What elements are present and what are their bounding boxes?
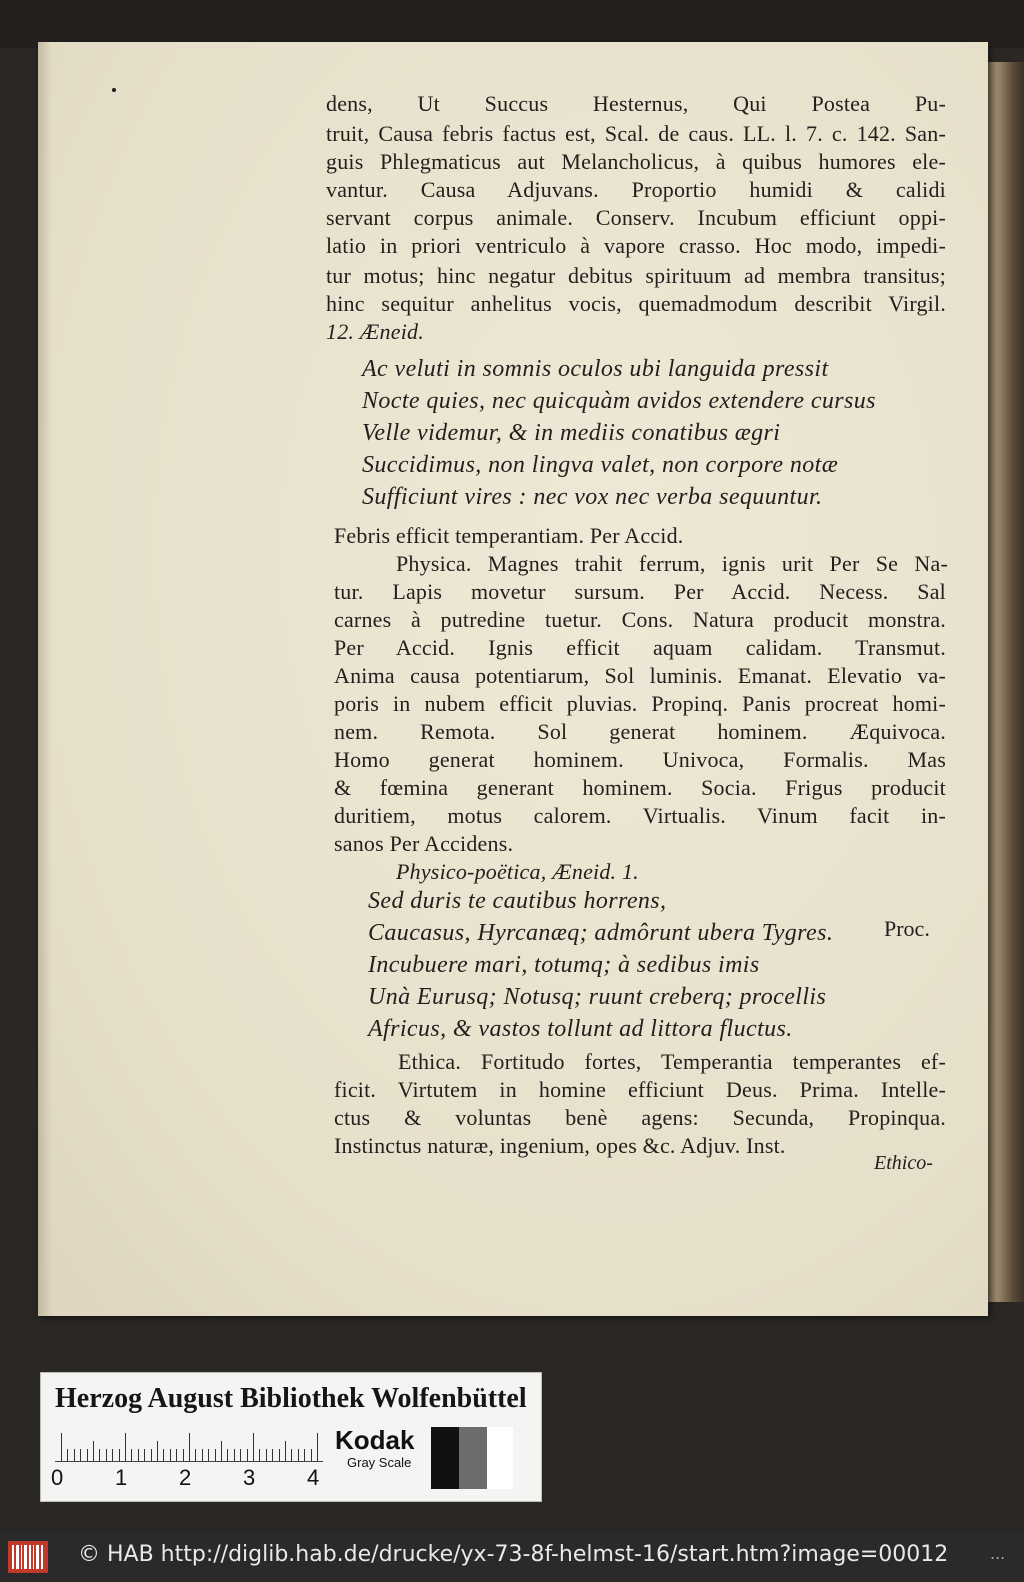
ruler-tick bbox=[157, 1441, 158, 1461]
ruler-tick bbox=[266, 1449, 267, 1461]
ruler-tick bbox=[259, 1449, 260, 1461]
ruler-tick bbox=[80, 1449, 81, 1461]
ruler-number: 4 bbox=[307, 1465, 320, 1490]
ruler-tick bbox=[195, 1449, 196, 1461]
ruler-tick bbox=[106, 1449, 107, 1461]
text-line: carnes à putredine tuetur. Cons. Natura producit monstra. bbox=[334, 607, 946, 632]
verse-line: Unà Eurusq; Notusq; ruunt creberq; procellis bbox=[368, 984, 827, 1010]
ruler-tick bbox=[125, 1433, 126, 1461]
text-line: truit, Causa febris factus est, Scal. de caus. LL. l. 7. c. 142. San- bbox=[326, 121, 946, 146]
text-line: Physica. Magnes trahit ferrum, ignis urit Per Se Na- bbox=[396, 551, 948, 576]
gray-swatch-black bbox=[431, 1427, 459, 1489]
ruler-tick bbox=[208, 1449, 209, 1461]
text-line: Physico-poëtica, Æneid. 1. bbox=[396, 859, 639, 884]
text-line: Ethica. Fortitudo fortes, Temperantia temperantes ef- bbox=[398, 1049, 946, 1074]
ruler-number: 1 bbox=[115, 1465, 128, 1490]
ruler-tick bbox=[285, 1441, 286, 1461]
ruler-tick bbox=[311, 1449, 312, 1461]
ruler-numbers bbox=[45, 1465, 345, 1491]
verse-line: Sed duris te cautibus horrens, bbox=[368, 888, 667, 914]
text-line: Per Accid. Ignis efficit aquam calidam. Transmut. bbox=[334, 635, 946, 660]
ruler-tick bbox=[279, 1449, 280, 1461]
page-gutter-shade bbox=[38, 42, 52, 1316]
ruler-tick bbox=[144, 1449, 145, 1461]
ruler-tick bbox=[67, 1449, 68, 1461]
target-title: Herzog August Bibliothek Wolfenbüttel bbox=[55, 1383, 527, 1414]
verse-line: Incubuere mari, totumq; à sedibus imis bbox=[368, 952, 760, 978]
verse-line: Succidimus, non lingva valet, non corpore notæ bbox=[362, 452, 839, 478]
text-line: tur. Lapis movetur sursum. Per Accid. Necess. Sal bbox=[334, 579, 946, 604]
text-line: hinc sequitur anhelitus vocis, quemadmodum describit Virgil. bbox=[326, 291, 946, 316]
ruler-tick bbox=[227, 1449, 228, 1461]
ink-fleck bbox=[112, 88, 116, 92]
footer-copyright-url[interactable]: © HAB http://diglib.hab.de/drucke/yx-73-8f-helmst-16/start.htm?image=00012 bbox=[78, 1542, 949, 1567]
color-target bbox=[40, 1372, 542, 1502]
ruler-tick bbox=[247, 1449, 248, 1461]
ruler-tick bbox=[272, 1449, 273, 1461]
ruler-tick bbox=[119, 1449, 120, 1461]
ruler-tick bbox=[93, 1441, 94, 1461]
gray-swatch-white bbox=[487, 1427, 513, 1489]
ruler-tick bbox=[215, 1449, 216, 1461]
text-line: 12. Æneid. bbox=[326, 319, 424, 344]
ruler-tick bbox=[304, 1449, 305, 1461]
ruler-tick bbox=[221, 1441, 222, 1461]
text-line: ficit. Virtutem in homine efficiunt Deus. Prima. Intelle- bbox=[334, 1077, 946, 1102]
text-line: guis Phlegmaticus aut Melancholicus, à quibus humores ele- bbox=[326, 149, 946, 174]
ruler-tick bbox=[87, 1449, 88, 1461]
ruler-number: 0 bbox=[51, 1465, 64, 1490]
text-line: ctus & voluntas benè agens: Secunda, Propinqua. bbox=[334, 1105, 946, 1130]
ruler bbox=[55, 1431, 323, 1462]
text-line: Anima causa potentiarum, Sol luminis. Emanat. Elevatio va- bbox=[334, 663, 946, 688]
text-line: sanos Per Accidens. bbox=[334, 831, 514, 856]
ruler-tick bbox=[151, 1449, 152, 1461]
verse-line: Ac veluti in somnis oculos ubi languida pressit bbox=[362, 356, 829, 382]
gray-scale-label: Gray Scale bbox=[347, 1455, 412, 1470]
catchword: Ethico- bbox=[874, 1152, 933, 1174]
ruler-tick bbox=[189, 1433, 190, 1461]
verse-line: Velle videmur, & in mediis conatibus ægri bbox=[362, 420, 781, 446]
backdrop bbox=[0, 0, 1024, 48]
text-line: & fœmina generant hominem. Socia. Frigus producit bbox=[334, 775, 946, 800]
kodak-logo: Kodak bbox=[335, 1425, 415, 1455]
ruler-tick bbox=[112, 1449, 113, 1461]
text-line: servant corpus animale. Conserv. Incubum efficiunt oppi- bbox=[326, 205, 946, 230]
text-line: poris in nubem efficit pluvias. Propinq. Panis procreat homi- bbox=[334, 691, 946, 716]
ruler-tick bbox=[240, 1449, 241, 1461]
ruler-tick bbox=[202, 1449, 203, 1461]
ruler-tick bbox=[183, 1449, 184, 1461]
text-line: tur motus; hinc negatur debitus spirituum ad membra transitus; bbox=[326, 263, 946, 288]
ruler-number: 3 bbox=[243, 1465, 256, 1490]
footer-bar bbox=[0, 1532, 1024, 1582]
ruler-tick bbox=[61, 1433, 62, 1461]
ruler-tick bbox=[291, 1449, 292, 1461]
text-line: nem. Remota. Sol generat hominem. Æquivoca. bbox=[334, 719, 946, 744]
more-icon[interactable]: ... bbox=[990, 1544, 1006, 1563]
text-line: duritiem, motus calorem. Virtualis. Vinum facit in- bbox=[334, 803, 946, 828]
ruler-tick bbox=[317, 1433, 318, 1461]
marginal-note: Proc. bbox=[884, 916, 930, 941]
text-line: dens, Ut Succus Hesternus, Qui Postea Pu- bbox=[326, 91, 946, 116]
book-edge bbox=[986, 62, 1024, 1302]
ruler-tick bbox=[234, 1449, 235, 1461]
verse-line: Sufficiunt vires : nec vox nec verba sequuntur. bbox=[362, 484, 823, 510]
text-line: Homo generat hominem. Univoca, Formalis. Mas bbox=[334, 747, 946, 772]
text-line: Febris efficit temperantiam. Per Accid. bbox=[334, 523, 684, 548]
ruler-tick bbox=[170, 1449, 171, 1461]
verse-line: Nocte quies, nec quicquàm avidos extendere cursus bbox=[362, 388, 876, 414]
ruler-number: 2 bbox=[179, 1465, 192, 1490]
text-line: Instinctus naturæ, ingenium, opes &c. Adjuv. Inst. bbox=[334, 1133, 786, 1158]
verse-line: Caucasus, Hyrcanæq; admôrunt ubera Tygres. bbox=[368, 920, 834, 946]
text-line: latio in priori ventriculo à vapore crasso. Hoc modo, impedi- bbox=[326, 233, 946, 258]
ruler-tick bbox=[138, 1449, 139, 1461]
ruler-tick bbox=[253, 1433, 254, 1461]
ruler-tick bbox=[163, 1449, 164, 1461]
ruler-tick bbox=[176, 1449, 177, 1461]
ruler-tick bbox=[131, 1449, 132, 1461]
gray-swatch-mid bbox=[459, 1427, 487, 1489]
verse-line: Africus, & vastos tollunt ad littora fluctus. bbox=[368, 1016, 793, 1042]
ruler-tick bbox=[74, 1449, 75, 1461]
text-line: vantur. Causa Adjuvans. Proportio humidi & calidi bbox=[326, 177, 946, 202]
ruler-tick bbox=[298, 1449, 299, 1461]
barcode-icon bbox=[8, 1541, 48, 1573]
ruler-tick bbox=[99, 1449, 100, 1461]
